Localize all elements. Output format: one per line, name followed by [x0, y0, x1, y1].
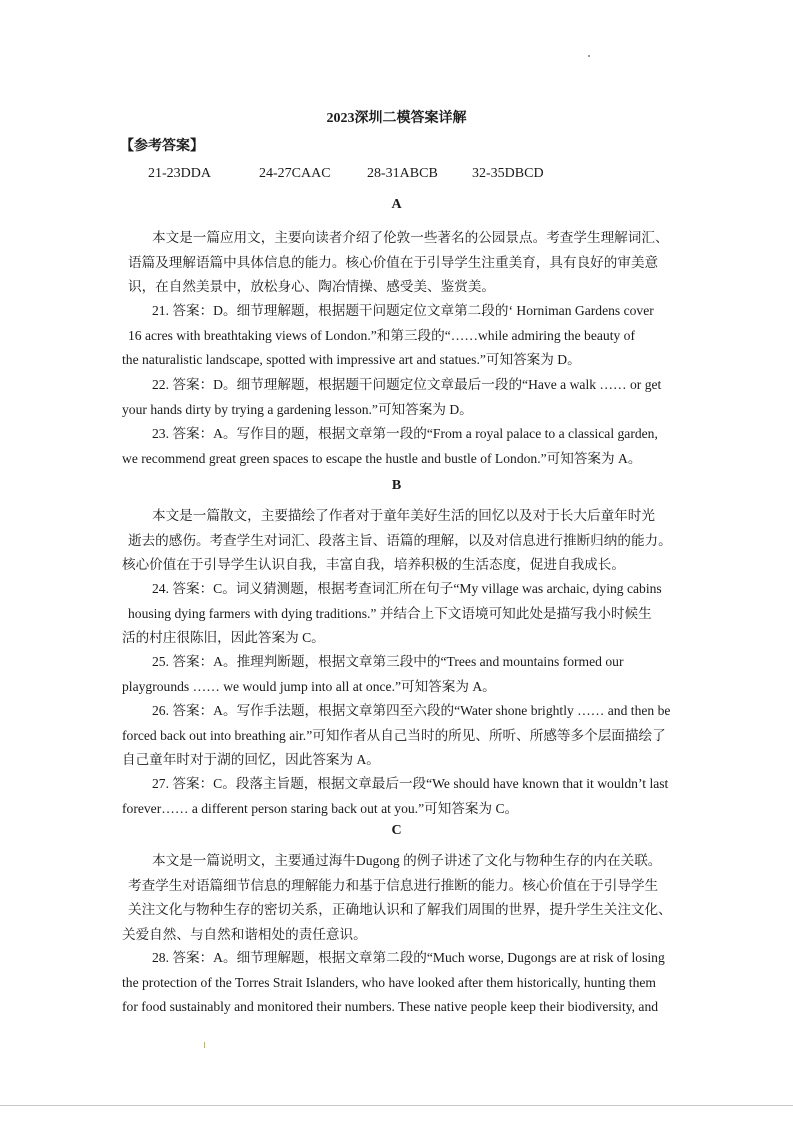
- text-line: 21. 答案：D。细节理解题，根据题干问题定位文章第二段的‘ Horniman Gardens cover: [152, 303, 654, 318]
- text-line: housing dying farmers with dying traditions.” 并结合上下文语境可知此处是描写我小时候生: [128, 605, 652, 621]
- text-line: 考查学生对语篇细节信息的理解能力和基于信息进行推断的能力。核心价值在于引导学生: [128, 877, 659, 893]
- question-23-explanation: [122, 422, 676, 471]
- text-line: 核心价值在于引导学生认识自我，丰富自我，培养积极的生活态度，促进自我成长。: [122, 557, 625, 572]
- answer-group-28-31: 28-31ABCB: [367, 166, 438, 181]
- question-28-explanation: [122, 946, 676, 1020]
- scan-mark: [204, 1042, 205, 1048]
- answer-group-21-23: 21-23DDA: [148, 166, 211, 181]
- text-line: 本文是一篇说明文，主要通过海牛Dugong 的例子讲述了文化与物种生存的内在关联。: [152, 853, 662, 868]
- section-b-intro: [122, 504, 676, 578]
- section-b-heading: B: [391, 478, 402, 493]
- text-line: 本文是一篇应用文，主要向读者介绍了伦敦一些著名的公园景点。考查学生理解词汇、: [152, 230, 669, 245]
- answer-group-24-27: 24-27CAAC: [259, 166, 331, 181]
- text-line: 16 acres with breathtaking views of London.”和第三段的“……while admiring the beauty of: [128, 327, 635, 343]
- text-line: 逝去的感伤。考查学生对词汇、段落主旨、语篇的理解，以及对信息进行推断归纳的能力。: [128, 532, 672, 548]
- answer-group-32-35: 32-35DBCD: [472, 166, 544, 181]
- page-title: 2023深圳二模答案详解: [326, 111, 467, 126]
- text-line: 23. 答案：A。写作目的题，根据文章第一段的“From a royal palace to a classical garden,: [152, 426, 658, 441]
- text-line: 22. 答案：D。细节理解题，根据题干问题定位文章最后一段的“Have a walk …… or get: [152, 377, 662, 392]
- question-21-explanation: [122, 299, 676, 373]
- question-25-explanation: [122, 650, 676, 699]
- text-line: the naturalistic landscape, spotted with impressive art and statues.”可知答案为 D。: [122, 352, 581, 367]
- section-a-heading: A: [391, 197, 402, 212]
- section-c-heading: C: [391, 823, 402, 838]
- text-line: forced back out into breathing air.”可知作者从自己当时的所见、所听、所感等多个层面描绘了: [122, 727, 666, 743]
- text-line: 24. 答案：C。词义猜测题，根据考查词汇所在句子“My village was archaic, dying cabins: [152, 581, 662, 596]
- text-line: forever…… a different person staring back out at you.”可知答案为 C。: [122, 800, 519, 816]
- text-line: 识，在自然美景中，放松身心、陶冶情操、感受美、鉴赏美。: [128, 279, 496, 294]
- text-line: the protection of the Torres Strait Islanders, who have looked after them historically, hunting them: [122, 974, 656, 990]
- text-line: 本文是一篇散文，主要描绘了作者对于童年美好生活的回忆以及对于长大后童年时光: [152, 508, 655, 523]
- text-line: we recommend great green spaces to escape the hustle and bustle of London.”可知答案为 A。: [122, 450, 642, 466]
- text-line: 活的村庄很陈旧，因此答案为 C。: [122, 630, 325, 645]
- section-c-intro: [122, 849, 676, 947]
- text-line: your hands dirty by trying a gardening lesson.”可知答案为 D。: [122, 401, 473, 417]
- text-line: 关注文化与物种生存的密切关系，正确地认识和了解我们周围的世界，提升学生关注文化、: [128, 902, 672, 917]
- section-a-intro: [122, 226, 676, 300]
- text-line: for food sustainably and monitored their numbers. These native people keep their biodiversity, and: [122, 999, 659, 1014]
- text-line: 关爱自然、与自然和谐相处的责任意识。: [122, 926, 367, 942]
- text-line: 语篇及理解语篇中具体信息的能力。核心价值在于引导学生注重美育，具有良好的审美意: [128, 254, 659, 270]
- question-27-explanation: [122, 772, 676, 821]
- text-line: 27. 答案：C。段落主旨题，根据文章最后一段“We should have known that it wouldn’t last: [152, 776, 669, 791]
- page-bottom-rule: [0, 1105, 793, 1106]
- question-26-explanation: [122, 699, 676, 773]
- text-line: playgrounds …… we would jump into all at once.”可知答案为 A。: [122, 678, 496, 694]
- text-line: 26. 答案：A。写作手法题，根据文章第四至六段的“Water shone brightly …… and then be: [152, 703, 671, 718]
- text-line: 自己童年时对于湖的回忆，因此答案为 A。: [122, 752, 380, 767]
- answer-key-row: [148, 166, 544, 182]
- question-24-explanation: [122, 577, 676, 651]
- question-22-explanation: [122, 373, 676, 422]
- text-line: 28. 答案：A。细节理解题，根据文章第二段的“Much worse, Dugongs are at risk of losing: [152, 950, 665, 965]
- reference-answers-heading: 【参考答案】: [120, 139, 204, 154]
- corner-dot: [588, 55, 590, 57]
- text-line: 25. 答案：A。推理判断题，根据文章第三段中的“Trees and mountains formed our: [152, 654, 624, 669]
